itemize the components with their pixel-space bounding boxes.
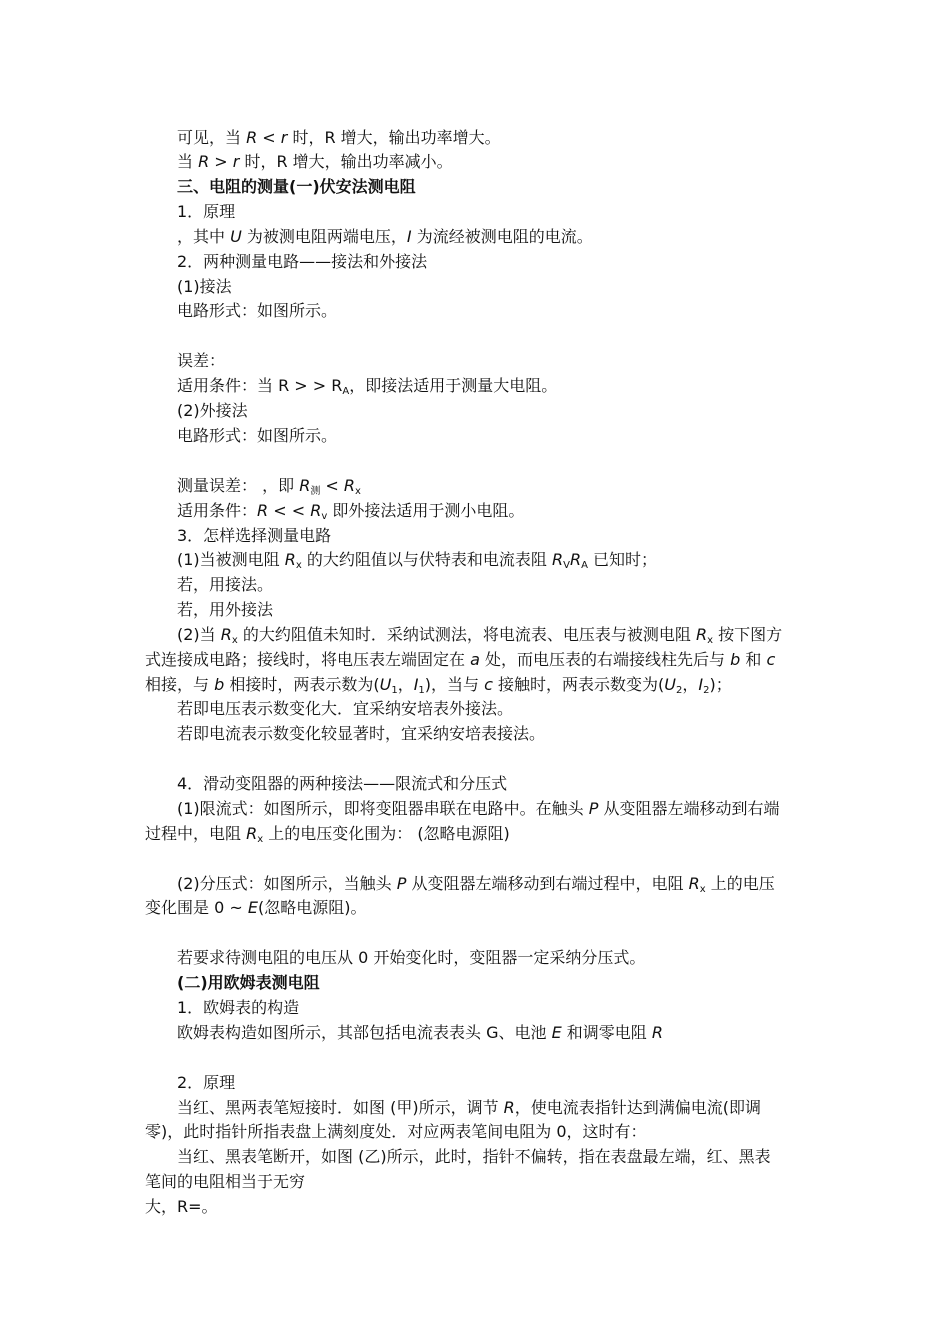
text-run: 零)，此时指针所指表盘上满刻度处．对应两表笔间电阻为 0，这时有： [145,1122,647,1141]
text-line [177,698,513,720]
math-variable: U [230,227,242,246]
text-run: 大，R=。 [145,1197,218,1216]
text-line [177,723,545,745]
text-line [145,1196,218,1218]
subscript-text: x [707,635,714,646]
math-variable: R [688,874,700,893]
text-run: 2．原理 [177,1073,236,1092]
math-variable: R [552,550,564,569]
text-run: 时，R 增大，输出功率减小。 [239,152,453,171]
math-variable: c [766,650,776,669]
text-run: 相接，与 [145,675,215,694]
math-variable: R [696,625,708,644]
math-variable: P [396,874,407,893]
text-run: 即外接法适用于测小电阻。 [327,501,525,520]
text-run: 从变阻器左端移动到右端过程中，电阻 [406,874,689,893]
text-line [177,151,453,173]
text-run: 变化围是 0 ~ [145,898,248,917]
subscript-text: 2 [676,685,683,696]
math-variable: R [246,824,258,843]
math-variable: R [310,501,322,520]
text-run: (1)当被测电阻 [177,550,285,569]
text-run: 2．两种测量电路——接法和外接法 [177,252,428,271]
math-variable: I [406,227,412,246]
subscript-text: 1 [418,685,425,696]
text-run: 为流经被测电阻的电流。 [411,227,593,246]
math-variable: R [198,152,210,171]
text-run: 3．怎样选择测量电路 [177,526,332,545]
text-line [145,674,732,696]
section-heading [177,176,416,198]
text-run: 若，用外接法 [177,600,274,619]
math-variable: E [247,898,258,917]
text-run: 处，而电压表的右端接线柱先后与 [479,650,731,669]
text-run: 若即电压表示数变化大．宜采纳安培表外接法。 [177,699,514,718]
text-line [177,375,557,397]
subscript-text: 2 [703,685,710,696]
text-line [177,276,232,298]
text-run: 电路形式：如图所示。 [177,301,338,320]
text-line [177,574,273,596]
subscript-text: x [257,834,264,845]
math-variable: b [730,650,741,669]
text-line [177,300,337,322]
section-heading [177,972,320,994]
text-line [145,897,366,919]
text-run: 当红、黑两表笔短接时．如图 (甲)所示，调节 [177,1098,504,1117]
text-run: 的大约阻值以与伏特表和电流表阻 [301,550,552,569]
text-run: (忽略电源阻)。 [257,898,367,917]
math-variable: a [470,650,480,669]
text-run: > [209,152,233,171]
text-run: 接触时，两表示数变为( [492,675,665,694]
text-line [177,350,225,372]
subsection-heading [177,1072,235,1094]
text-line [145,1171,305,1193]
text-line [177,873,775,895]
math-variable: b [214,675,225,694]
text-run: )； [709,675,732,694]
math-variable: I [698,675,704,694]
text-run: ，其中 [177,227,231,246]
text-run: 适用条件： [177,501,258,520]
text-run: 相接时，两表示数为( [224,675,380,694]
math-variable: R [246,128,258,147]
math-variable: r [280,128,288,147]
text-run: < [320,476,344,495]
math-variable: c [484,675,493,694]
math-variable: U [379,675,392,694]
subscript-text: 测 [310,486,321,497]
text-run: 若即电流表示数变化较显著时，宜采纳安培表接法。 [177,724,546,743]
text-line [145,1121,647,1143]
text-run: (1)接法 [177,277,232,296]
text-run: 的大约阻值未知时．采纳试测法，将电流表、电压表与被测电阻 [237,625,696,644]
math-variable: R [503,1098,515,1117]
text-line [177,1022,663,1044]
math-variable: R [343,476,356,495]
text-run: (二)用欧姆表测电阻 [177,973,320,992]
math-variable: P [588,799,599,818]
text-run: 式连接成电路；接线时，将电压表左端固定在 [145,650,471,669]
subsection-heading [177,997,299,1019]
text-line [177,226,593,248]
text-run: 过程中，电阻 [145,824,247,843]
text-run: (1)限流式：如图所示，即将变阻器串联在电路中。在触头 [177,799,589,818]
math-variable: R [220,625,232,644]
subscript-text: A [581,560,588,571]
text-run: 若要求待测电阻的电压从 0 开始变化时，变阻器一定采纳分压式。 [177,948,646,967]
text-line [145,649,775,671]
text-line [177,500,524,522]
text-run: < [257,128,281,147]
text-run: 测量误差： ，即 [177,476,300,495]
subsection-heading [177,773,507,795]
text-run: 适用条件：当 R > > R [177,376,343,395]
text-line [177,400,248,422]
text-run: (2)分压式：如图所示，当触头 [177,874,397,893]
math-variable: R [299,476,311,495]
text-run: 可见，当 [177,128,247,147]
text-run: 从变阻器左端移动到右端 [598,799,780,818]
text-line [177,624,782,646]
text-run: 已知时； [587,550,658,569]
subsection-heading [177,525,331,547]
subsection-heading [177,251,427,273]
text-run: 欧姆表构造如图所示，其部包括电流表表头 G、电池 [177,1023,552,1042]
text-run: ，使电流表指针达到满偏电流(即调 [514,1098,762,1117]
text-run: 笔间的电阻相当于无穷 [145,1172,306,1191]
text-line [177,1146,771,1168]
text-run: 当红、黑表笔断开，如图 (乙)所示，此时，指针不偏转，指在表盘最左端，红、黑表 [177,1147,771,1166]
text-run: 电路形式：如图所示。 [177,426,338,445]
math-variable: R [569,550,582,569]
text-line [177,798,780,820]
text-run: ，即接法适用于测量大电阻。 [349,376,558,395]
math-variable: r [232,152,240,171]
subsection-heading [177,201,235,223]
text-line [177,127,501,149]
text-run: ， [397,675,414,694]
text-run: )，当与 [424,675,485,694]
text-run: 和 [740,650,767,669]
subscript-text: 1 [391,685,398,696]
text-run: 上的电压 [705,874,775,893]
math-variable: R [651,1023,663,1042]
subscript-text: V [563,560,570,571]
text-run: 上的电压变化围为： (忽略电源阻) [263,824,510,843]
subscript-text: A [342,386,350,397]
math-variable: I [413,675,419,694]
text-run: 1．原理 [177,202,236,221]
text-run: ， [682,675,699,694]
subscript-text: x [295,560,302,571]
text-run: 若，用接法。 [177,575,274,594]
text-run: 4．滑动变阻器的两种接法——限流式和分压式 [177,774,508,793]
math-variable: R [257,501,269,520]
text-line [177,947,645,969]
text-line [177,475,361,497]
text-run: 按下图方 [713,625,783,644]
text-run: 当 [177,152,199,171]
text-run: 时，R 增大，输出功率增大。 [287,128,501,147]
subscript-text: v [321,511,328,522]
math-variable: U [664,675,676,694]
text-run: 1．欧姆表的构造 [177,998,300,1017]
subscript-text: x [231,635,238,646]
text-run: < < [268,501,311,520]
math-variable: R [284,550,296,569]
text-run: 为被测电阻两端电压， [241,227,407,246]
subscript-text: x [355,486,361,497]
text-line [145,823,510,845]
text-line [177,1097,761,1119]
text-run: (2)当 [177,625,221,644]
text-run: 和调零电阻 [561,1023,652,1042]
text-run: 三、电阻的测量(一)伏安法测电阻 [177,177,416,196]
text-run: 误差： [177,351,226,370]
text-line [177,549,657,571]
text-line [177,425,337,447]
text-run: (2)外接法 [177,401,248,420]
subscript-text: x [699,884,706,895]
text-line [177,599,273,621]
math-variable: E [551,1023,562,1042]
